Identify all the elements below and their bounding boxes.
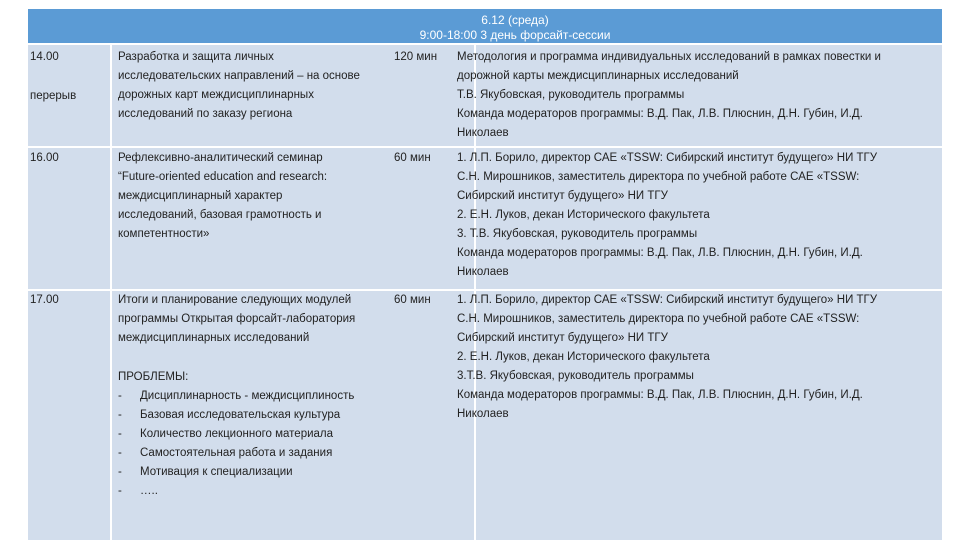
people-line: Николаев [457, 127, 509, 139]
column-divider [110, 45, 112, 146]
problem-item [118, 425, 333, 444]
topic-line: компетентности» [118, 228, 210, 240]
people-line: 3. Т.В. Якубовская, руководитель программы [457, 228, 698, 240]
bullet-dash: - [118, 390, 122, 402]
people-line: дорожной карты междисциплинарных исследований [457, 70, 739, 82]
time-cell [28, 148, 110, 289]
time-label: 14.00 [30, 51, 59, 63]
people-line: Команда модераторов программы: В.Д. Пак, Л.В. Плюснин, Д.Н. Губин, И.Д. [457, 389, 863, 401]
people-line: Команда модераторов программы: В.Д. Пак, Л.В. Плюснин, Д.Н. Губин, И.Д. [457, 247, 863, 259]
people-line: 1. Л.П. Борило, директор САЕ «TSSW: Сибирский институт будущего» НИ ТГУ [457, 294, 878, 306]
people-line: Т.В. Якубовская, руководитель программы [457, 89, 685, 101]
people-line: Сибирский институт будущего» НИ ТГУ [457, 332, 668, 344]
topic-line: исследований по заказу региона [118, 108, 293, 120]
day-time-range: 9:00-18:00 3 день форсайт-сессии [419, 28, 611, 42]
bullet-dash: - [118, 447, 122, 459]
problem-item [118, 482, 158, 501]
people-line: Команда модераторов программы: В.Д. Пак, Л.В. Плюснин, Д.Н. Губин, И.Д. [457, 108, 863, 120]
problem-text: Базовая исследовательская культура [140, 409, 341, 421]
problem-item [118, 444, 332, 463]
problem-text: Мотивация к специализации [140, 466, 293, 478]
people-line: Николаев [457, 408, 509, 420]
time-label: 17.00 [30, 294, 59, 306]
bullet-dash: - [118, 485, 122, 497]
column-divider [110, 291, 112, 540]
topic-line: программы Открытая форсайт-лаборатория [118, 313, 356, 325]
topic-line: Рефлексивно-аналитический семинар [118, 152, 323, 164]
problem-item [118, 463, 293, 482]
time-label: 16.00 [30, 152, 59, 164]
topic-line: “Future-oriented education and research: [118, 171, 328, 183]
people-line: Николаев [457, 266, 509, 278]
topic-line: междисциплинарных исследований [118, 332, 310, 344]
break-label: перерыв [30, 90, 77, 102]
people-line: 2. Е.Н. Луков, декан Исторического факультета [457, 209, 710, 221]
schedule-row-1600 [28, 148, 942, 289]
schedule-row-1400 [28, 45, 942, 146]
topic-line: дорожных карт междисциплинарных [118, 89, 314, 101]
problems-title: ПРОБЛЕМЫ: [118, 371, 189, 383]
problem-text: Количество лекционного материала [140, 428, 334, 440]
people-line: 1. Л.П. Борило, директор САЕ «TSSW: Сибирский институт будущего» НИ ТГУ [457, 152, 878, 164]
duration-label: 120 мин [394, 51, 438, 63]
problem-item [118, 406, 340, 425]
bullet-dash: - [118, 428, 122, 440]
topic-line: междисциплинарный характер [118, 190, 283, 202]
duration-label: 60 мин [394, 294, 431, 306]
problem-text: ….. [140, 485, 158, 497]
day-header [28, 9, 942, 43]
topic-line: Итоги и планирование следующих модулей [118, 294, 352, 306]
topic-line: исследований, базовая грамотность и [118, 209, 322, 221]
bullet-dash: - [118, 466, 122, 478]
duration-label: 60 мин [394, 152, 431, 164]
people-line: 3.Т.В. Якубовская, руководитель программы [457, 370, 694, 382]
topic-line: Разработка и защита личных [118, 51, 274, 63]
bullet-dash: - [118, 409, 122, 421]
topic-line: исследовательских направлений – на основе [118, 70, 360, 82]
people-line: Методология и программа индивидуальных исследований в рамках повестки и [457, 51, 881, 63]
problem-item [118, 387, 354, 406]
problem-text: Дисциплинарность - междисциплиность [140, 390, 355, 402]
people-line: Сибирский институт будущего» НИ ТГУ [457, 190, 668, 202]
schedule-row-1700 [28, 291, 942, 540]
time-cell [28, 291, 110, 540]
people-line: С.Н. Мирошников, заместитель директора по учебной работе САЕ «TSSW: [457, 313, 860, 325]
column-divider [110, 148, 112, 289]
problem-text: Самостоятельная работа и задания [140, 447, 333, 459]
day-date: 6.12 (среда) [481, 13, 549, 27]
people-line: С.Н. Мирошников, заместитель директора по учебной работе САЕ «TSSW: [457, 171, 860, 183]
people-line: 2. Е.Н. Луков, декан Исторического факультета [457, 351, 710, 363]
